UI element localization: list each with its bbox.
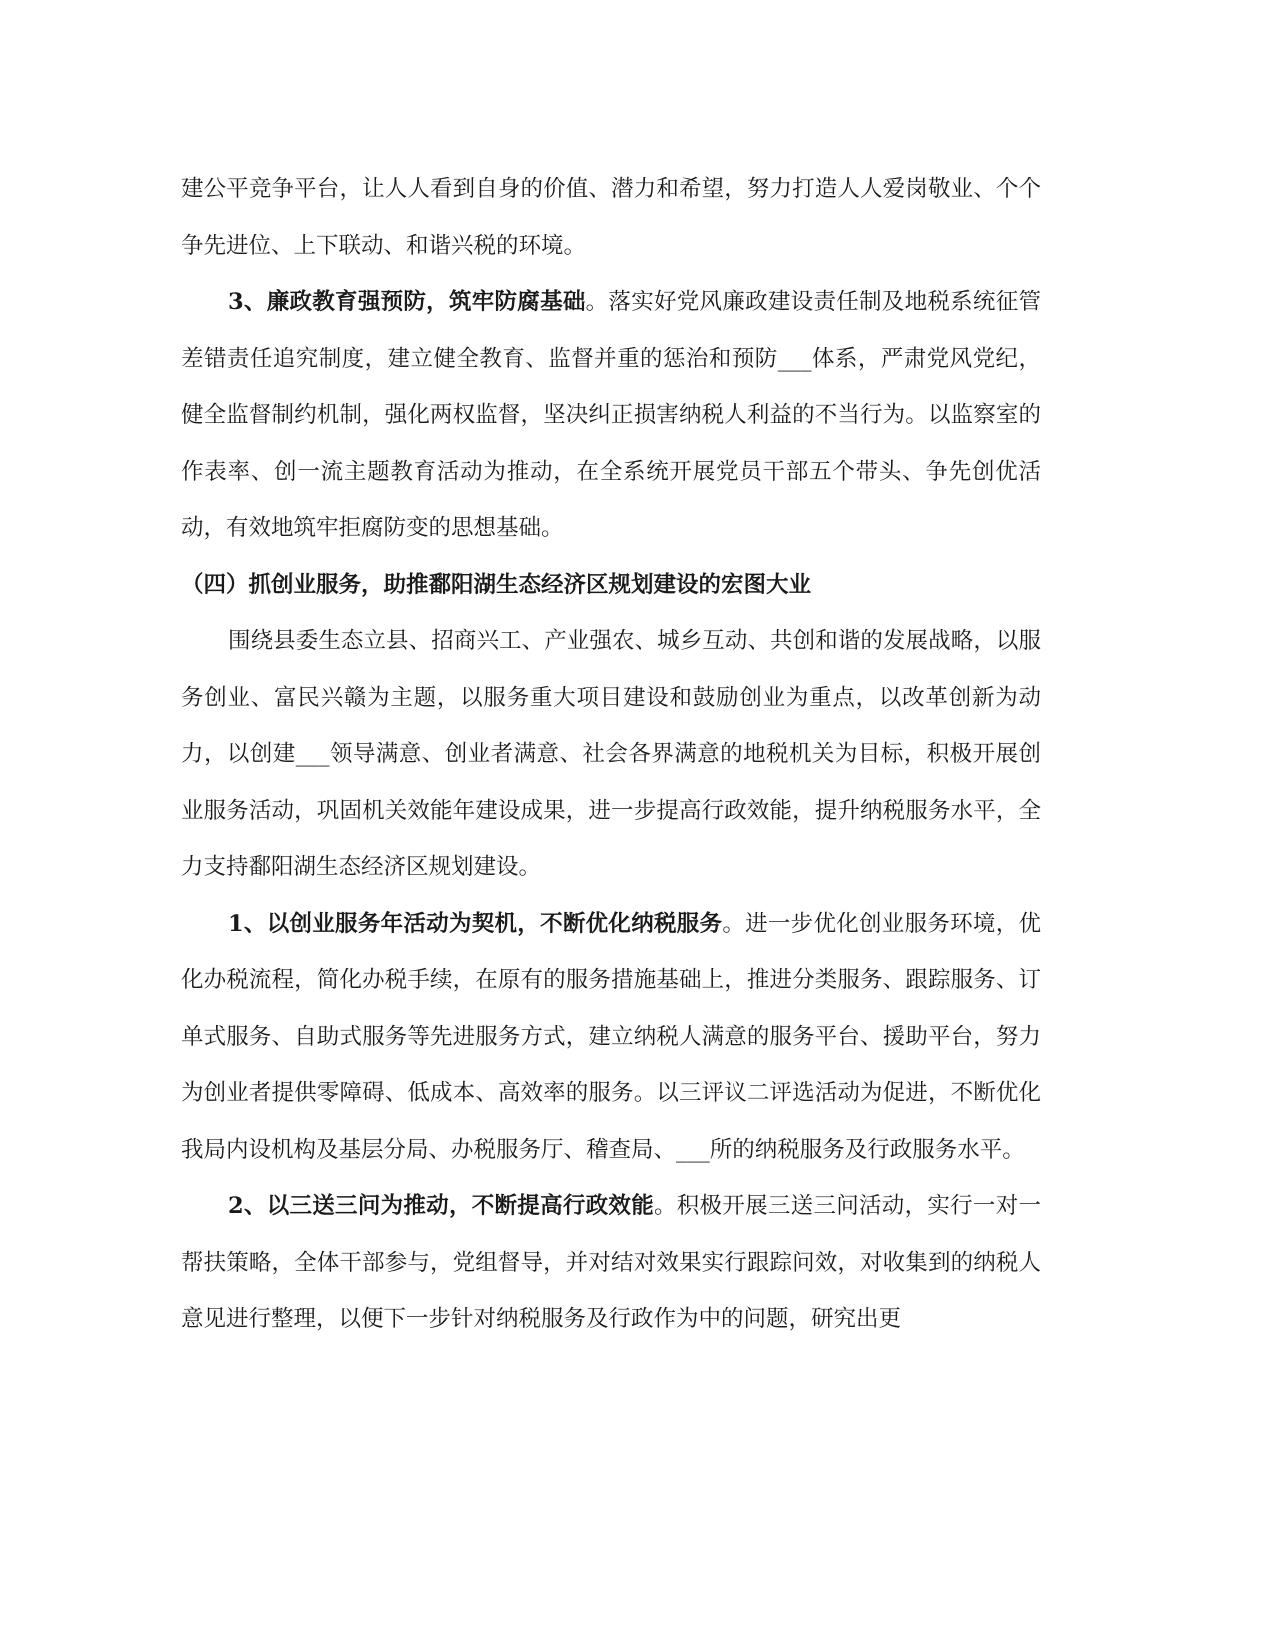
paragraph-text: 。进一步优化创业服务环境，优化办税流程，简化办税手续，在原有的服务措施基础上，推进分类服务、跟踪服务、订单式服务、自助式服务等先进服务方式，建立纳税人满意的服务平台、援助平台，努力为创业者提供零障碍、低成本、高效率的服务。以三评议二评选活动为促进，不断优化我局内设机构及基层分局、办税服务厅、稽查局、___所的纳税服务及行政服务水平。 xyxy=(181,910,1041,1163)
paragraph-lead: 3、廉政教育强预防，筑牢防腐基础 xyxy=(228,289,586,315)
document-body xyxy=(181,161,1041,1348)
paragraph-lead: 1、以创业服务年活动为契机，不断优化纳税服务 xyxy=(228,910,723,937)
paragraph-continuation xyxy=(181,161,1041,274)
paragraph-text: 。积极开展三送三问活动，实行一对一帮扶策略，全体干部参与，党组督导，并对结对效果实行跟踪问效，对收集到的纳税人意见进行整理，以便下一步针对纳税服务及行政作为中的问题，研究出更 xyxy=(181,1193,1041,1332)
section-heading-text: （四）抓创业服务，助推鄱阳湖生态经济区规划建设的宏图大业 xyxy=(181,571,812,598)
paragraph-three-sends xyxy=(181,1178,1041,1348)
paragraph-text: 。落实好党风廉政建设责任制及地税系统征管差错责任追究制度，建立健全教育、监督并重的惩治和预防___体系，严肃党风党纪，健全监督制约机制，强化两权监督，坚决纠正损害纳税人利益的不当行为。以监察室的作表率、创一流主题教育活动为推动，在全系统开展党员干部五个带头、争先创优活动，有效地筑牢拒腐防变的思想基础。 xyxy=(181,289,1041,541)
paragraph-text: 围绕县委生态立县、招商兴工、产业强农、城乡互动、共创和谐的发展战略，以服务创业、富民兴赣为主题，以服务重大项目建设和鼓励创业为重点，以改革创新为动力，以创建___领导满意、创业者满意、社会各界满意的地税机关为目标，积极开展创业服务活动，巩固机关效能年建设成果，进一步提高行政效能，提升纳税服务水平，全力支持鄱阳湖生态经济区规划建设。 xyxy=(181,628,1041,880)
paragraph-text: 建公平竞争平台，让人人看到自身的价值、潜力和希望，努力打造人人爱岗敬业、个个争先进位、上下联动、和谐兴税的环境。 xyxy=(181,176,1041,259)
section-heading xyxy=(181,557,1041,614)
paragraph-service-year xyxy=(181,896,1041,1179)
paragraph-strategy xyxy=(181,613,1041,896)
paragraph-anti-corruption xyxy=(181,274,1041,557)
paragraph-lead: 2、以三送三问为推动，不断提高行政效能 xyxy=(228,1193,654,1219)
